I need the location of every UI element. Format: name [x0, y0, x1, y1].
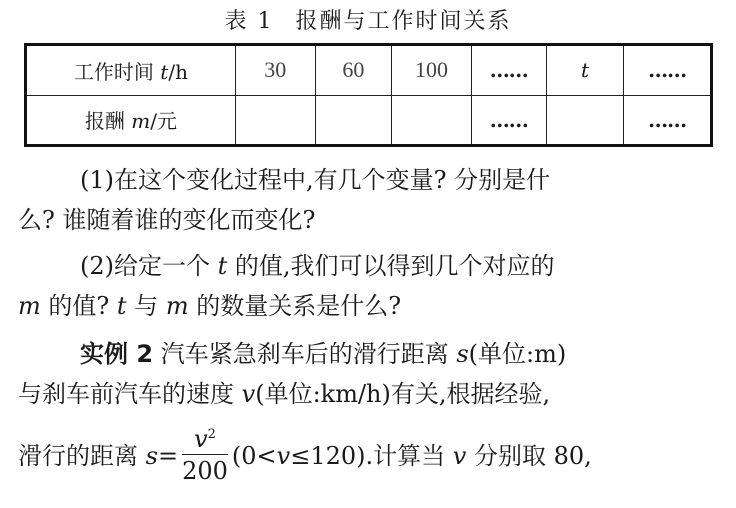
table-cell: …… — [624, 95, 712, 146]
table-cell — [392, 95, 472, 146]
caption-number: 表 1 — [224, 9, 274, 34]
example-label: 实例 2 — [80, 340, 154, 368]
table-cell: 100 — [392, 45, 472, 96]
table-caption — [0, 4, 736, 35]
table-cell — [235, 95, 315, 146]
formula-line: 滑行的距离 s= $\frac{v^2}{200}$ (0<v≤120).计算当 v 分别取 80, — [18, 424, 592, 491]
table-row — [26, 45, 712, 96]
caption-title: 报酬与工作时间关系 — [295, 9, 512, 34]
question-1: (1)在这个变化过程中,有几个变量? 分别是什 么? 谁随着谁的变化而变化? — [18, 166, 551, 234]
table-cell: …… — [624, 45, 712, 96]
row-label-time: 工作时间 t/h — [26, 45, 236, 96]
row-label-pay: 报酬 m/元 — [26, 95, 236, 146]
table-row — [26, 95, 712, 146]
table-cell — [546, 95, 624, 146]
question-2: (2)给定一个 t 的值,我们可以得到几个对应的 m 的值? t 与 m 的数量关系是什么? — [18, 252, 555, 320]
table-cell: t — [546, 45, 624, 96]
table-cell — [315, 95, 392, 146]
table-cell: 30 — [235, 45, 315, 96]
fraction: $\frac{v^2}{200}$ — [182, 420, 228, 487]
table-cell: 60 — [315, 45, 392, 96]
table-cell: …… — [471, 95, 546, 146]
data-table — [24, 43, 713, 147]
table-cell: …… — [471, 45, 546, 96]
example-2: 实例 2 汽车紧急刹车后的滑行距离 s(单位:m) 与刹车前汽车的速度 v(单位:km/h)有关,根据经验, — [18, 340, 567, 408]
